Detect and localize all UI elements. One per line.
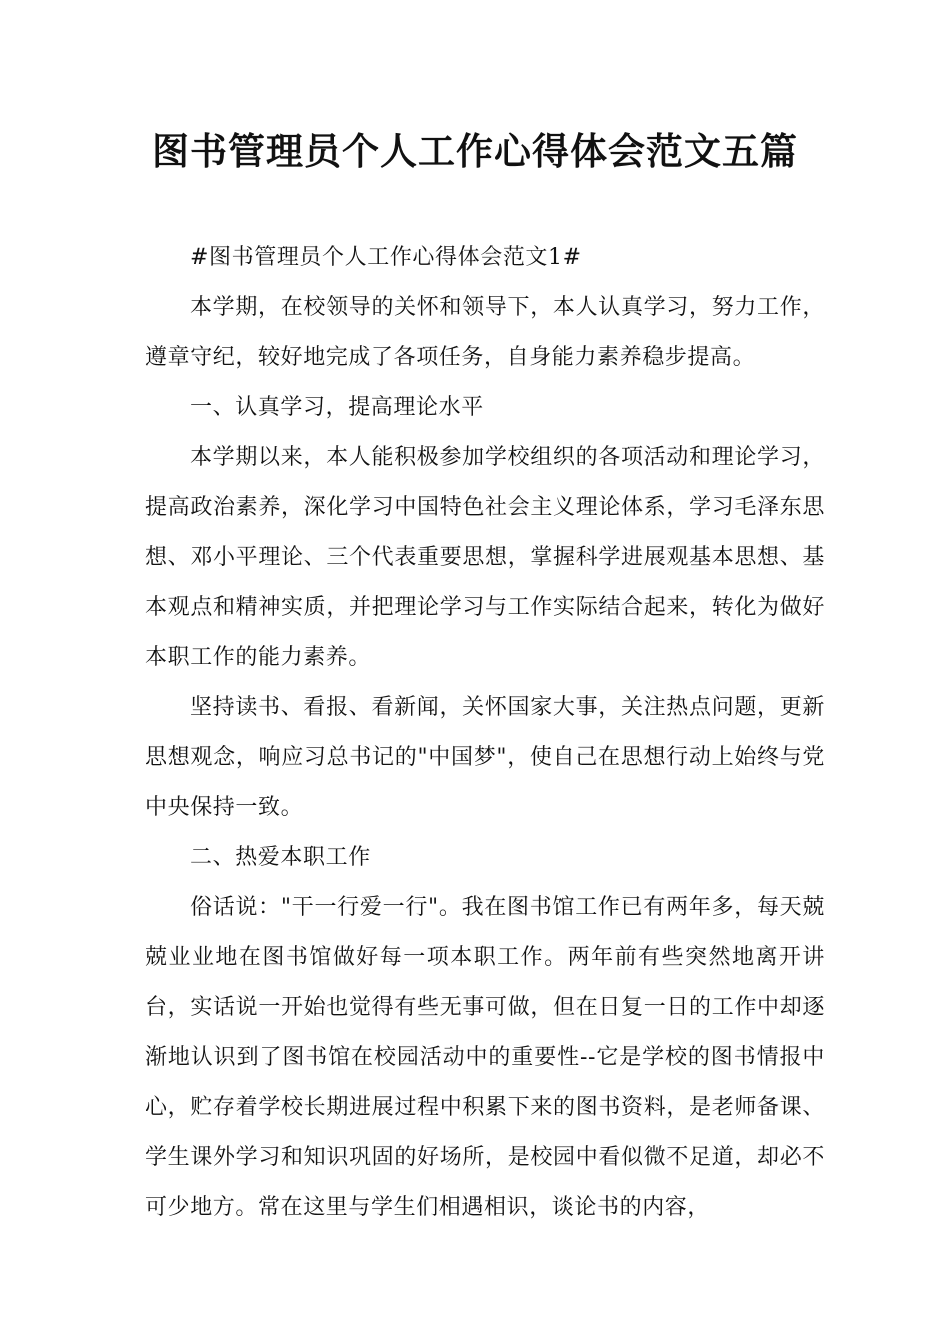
body-paragraph: 坚持读书、看报、看新闻，关怀国家大事，关注热点问题，更新思想观念，响应习总书记的"中国梦"，使自己在思想行动上始终与党中央保持一致。 xyxy=(145,695,825,820)
document-body xyxy=(145,233,825,1233)
intro-paragraph: 本学期，在校领导的关怀和领导下，本人认真学习，努力工作，遵章守纪，较好地完成了各项任务，自身能力素养稳步提高。 xyxy=(145,295,825,370)
body-paragraph: 俗话说："干一行爱一行"。我在图书馆工作已有两年多，每天兢兢业业地在图书馆做好每一项本职工作。两年前有些突然地离开讲台，实话说一开始也觉得有些无事可做，但在日复一日的工作中却逐渐地认识到了图书馆在校园活动中的重要性--它是学校的图书情报中心，贮存着学校长期进展过程中积累下来的图书资料，是老师备课、学生课外学习和知识巩固的好场所，是校园中看似微不足道，却必不可少地方。常在这里与学生们相遇相识，谈论书的内容， xyxy=(145,895,825,1220)
section-heading-1: 一、认真学习，提高理论水平 xyxy=(190,395,484,420)
body-paragraph: 本学期以来，本人能积极参加学校组织的各项活动和理论学习，提高政治素养，深化学习中国特色社会主义理论体系，学习毛泽东思想、邓小平理论、三个代表重要思想，掌握科学进展观基本思想、基本观点和精神实质，并把理论学习与工作实际结合起来，转化为做好本职工作的能力素养。 xyxy=(145,445,825,670)
section-marker: #图书管理员个人工作心得体会范文1# xyxy=(190,245,582,270)
section-heading-2: 二、热爱本职工作 xyxy=(190,845,371,870)
document-title: 图书管理员个人工作心得体会范文五篇 xyxy=(152,130,798,173)
